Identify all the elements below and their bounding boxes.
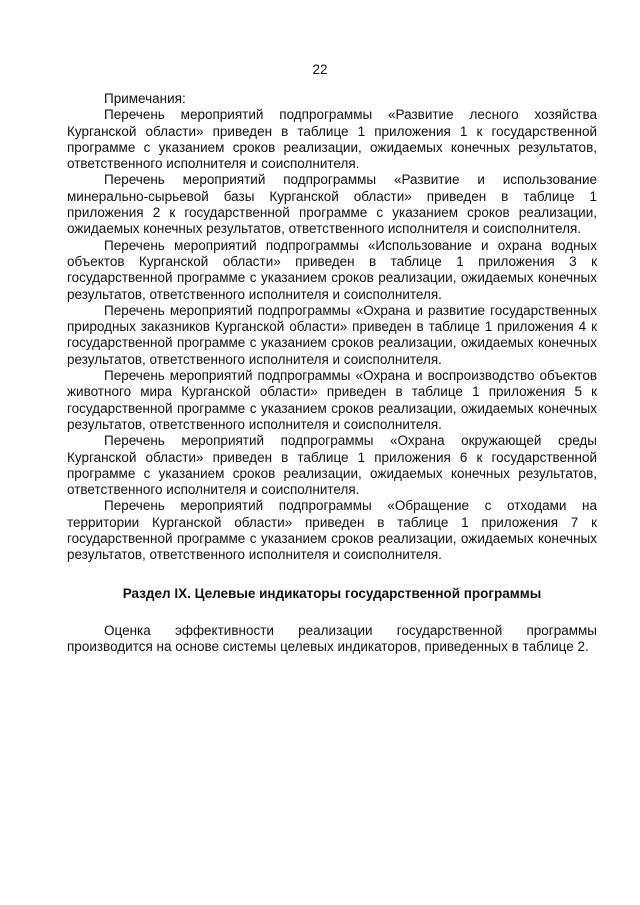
paragraph-waste-management: Перечень мероприятий подпрограммы «Обращение с отходами на территории Курганской области» приведен в таблице 1 приложения 7 к государственной программе с указанием сроков реализации, ожидаемых конечных результатов, ответственного исполнителя и соисполнителя. (67, 498, 597, 563)
paragraph-nature-reserves: Перечень мероприятий подпрограммы «Охрана и развитие государственных природных заказников Курганской области» приведен в таблице 1 приложения 4 к государственной программе с указанием сроков реализации, ожидаемых конечных результатов, ответственного исполнителя и соисполнителя. (67, 302, 597, 367)
paragraph-environment: Перечень мероприятий подпрограммы «Охрана окружающей среды Курганской области» приведен в таблице 1 приложения 6 к государственной программе с указанием сроков реализации, ожидаемых конечных результатов, ответственного исполнителя и соисполнителя. (67, 433, 597, 498)
paragraph-evaluation: Оценка эффективности реализации государственной программы производится на основе системы целевых индикаторов, приведенных в таблице 2. (67, 622, 597, 654)
paragraph-water-objects: Перечень мероприятий подпрограммы «Использование и охрана водных объектов Курганской области» приведен в таблице 1 приложения 3 к государственной программе с указанием сроков реализации, ожидаемых конечных результатов, ответственного исполнителя и соисполнителя. (67, 237, 597, 302)
page-number: 22 (312, 62, 328, 77)
notes-heading: Примечания: (104, 91, 186, 106)
paragraph-forestry: Перечень мероприятий подпрограммы «Развитие лесного хозяйства Курганской области» приведен в таблице 1 приложения 1 к государственной программе с указанием сроков реализации, ожидаемых конечных результатов, ответственного исполнителя и соисполнителя. (67, 107, 597, 172)
document-body (67, 91, 597, 655)
section-heading: Раздел IX. Целевые индикаторы государственной программы (122, 585, 542, 601)
paragraph-wildlife: Перечень мероприятий подпрограммы «Охрана и воспроизводство объектов животного мира Курганской области» приведен в таблице 1 приложения 5 к государственной программе с указанием сроков реализации, ожидаемых конечных результатов, ответственного исполнителя и соисполнителя. (67, 368, 597, 432)
paragraph-mineral-resources: Перечень мероприятий подпрограммы «Развитие и использование минерально-сырьевой базы Курганской области» приведен в таблице 1 приложения 2 к государственной программе с указанием сроков реализации, ожидаемых конечных результатов, ответственного исполнителя и соисполнителя. (67, 172, 597, 237)
